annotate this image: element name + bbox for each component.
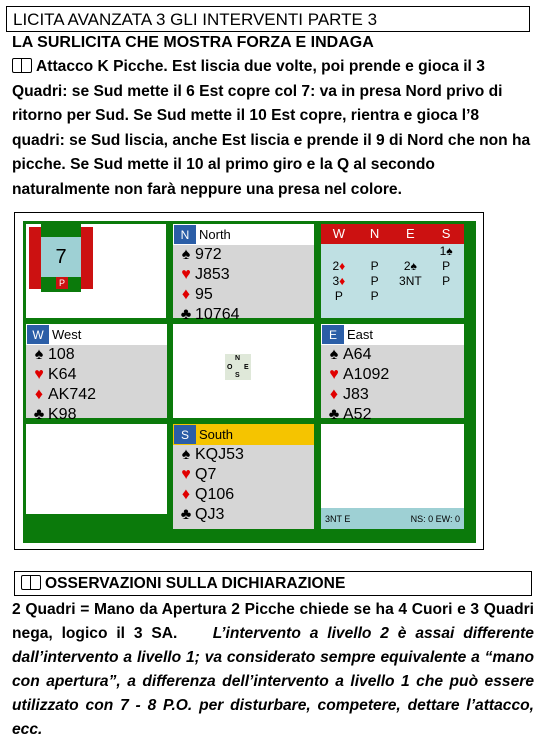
observations-heading-text: OSSERVAZIONI SULLA DICHIARAZIONE bbox=[45, 575, 346, 592]
east-hearts: ♥ A1092 bbox=[321, 365, 464, 385]
dealer-marker: P bbox=[56, 277, 68, 289]
east-spades: ♠ A64 bbox=[321, 345, 464, 365]
bid-call bbox=[393, 289, 429, 304]
north-diamonds: ♦ 95 bbox=[173, 285, 314, 305]
north-seat-badge: N bbox=[174, 225, 196, 244]
section-subtitle: LA SURLICITA CHE MOSTRA FORZA E INDAGA bbox=[12, 34, 374, 51]
diamond-icon: ♦ bbox=[34, 386, 44, 403]
bid-call bbox=[357, 244, 393, 259]
bidding-row bbox=[321, 289, 464, 304]
south-diamonds: ♦ Q106 bbox=[173, 485, 314, 505]
bid-call bbox=[321, 244, 357, 259]
north-name: North bbox=[199, 227, 231, 242]
empty-cell bbox=[26, 424, 167, 514]
bid-call: 3♦ bbox=[332, 274, 346, 288]
bid-call bbox=[428, 289, 464, 304]
north-hearts: ♥ J853 bbox=[173, 265, 314, 285]
bid-header-n: N bbox=[369, 226, 380, 241]
bid-header-s: S bbox=[441, 226, 451, 241]
club-icon: ♣ bbox=[180, 306, 192, 323]
club-icon: ♣ bbox=[33, 406, 45, 423]
west-name: West bbox=[52, 327, 82, 342]
bid-call: P bbox=[370, 289, 379, 303]
diamond-icon: ♦ bbox=[181, 486, 191, 503]
bidding-box bbox=[321, 224, 464, 318]
board-felt bbox=[23, 221, 476, 543]
board-info-cell bbox=[26, 224, 166, 318]
west-spades: ♠ 108 bbox=[26, 345, 167, 365]
observations-italic-text: L’intervento a livello 2 è assai differente dall’intervento a livello 1; va considerato sempre equivalente a “mano con apertura”, a differenza dell’intervento a livello 1 che può essere utilizzato con 7 - 8 P.O. per disturbare, competere, dettare l’attacco, ecc. bbox=[12, 625, 534, 738]
spade-icon: ♠ bbox=[181, 246, 191, 263]
bid-call: 2♦ bbox=[332, 259, 346, 273]
spade-icon: ♠ bbox=[181, 446, 191, 463]
bid-header-e: E bbox=[406, 226, 415, 241]
heart-icon: ♥ bbox=[181, 266, 191, 283]
bidding-row bbox=[321, 274, 464, 289]
bid-call bbox=[393, 244, 429, 259]
heart-icon: ♥ bbox=[181, 466, 191, 483]
score-label: NS: 0 EW: 0 bbox=[410, 513, 460, 524]
south-hand bbox=[173, 424, 314, 529]
club-icon: ♣ bbox=[180, 506, 192, 523]
intro-paragraph bbox=[12, 55, 534, 202]
page-title bbox=[6, 6, 530, 32]
bidding-row bbox=[321, 244, 464, 259]
bid-call: P bbox=[442, 259, 451, 273]
south-clubs: ♣ QJ3 bbox=[173, 505, 314, 525]
north-hand bbox=[173, 224, 314, 323]
west-hearts: ♥ K64 bbox=[26, 365, 167, 385]
bid-call: P bbox=[334, 289, 343, 303]
compass-icon: N O E S bbox=[225, 354, 251, 380]
south-name: South bbox=[199, 427, 233, 442]
bid-call: 3NT bbox=[399, 274, 422, 288]
result-cell bbox=[321, 424, 464, 529]
bidding-rows bbox=[321, 244, 464, 304]
observations-plain-text: 2 Quadri = Mano da Apertura 2 Picche chiede se ha 4 Cuori e 3 Quadri nega, logico il 3 SA. bbox=[12, 601, 534, 642]
bridge-board bbox=[14, 212, 484, 550]
north-header bbox=[173, 224, 314, 245]
page-title-text: LICITA AVANZATA 3 GLI INTERVENTI PARTE 3 bbox=[13, 10, 378, 29]
heart-icon: ♥ bbox=[329, 366, 339, 383]
intro-text: Attacco K Picche. Est liscia due volte, poi prende e gioca il 3 Quadri: se Sud mette il 6 Est copre col 7: va in presa Nord privo di ritorno per Sud. Se Sud mette il 10 Est copre, rientra e gioca l’8 quadri: se Sud liscia, anche Est liscia e prende il 9 di Nord che non ha picche. Se Sud mette il 10 al primo giro e la Q al secondo naturalmente non farà neppure una presa nel colore. bbox=[12, 58, 531, 198]
bid-header-w: W bbox=[332, 226, 346, 241]
bid-call: P bbox=[370, 259, 379, 273]
east-header bbox=[321, 324, 464, 345]
east-clubs: ♣ A52 bbox=[321, 405, 464, 425]
west-clubs: ♣ K98 bbox=[26, 405, 167, 425]
south-header bbox=[173, 424, 314, 445]
south-hearts: ♥ Q7 bbox=[173, 465, 314, 485]
bid-call: 1♠ bbox=[439, 244, 453, 258]
east-seat-badge: E bbox=[322, 325, 344, 344]
observations-paragraph bbox=[12, 598, 534, 742]
south-seat-badge: S bbox=[174, 425, 196, 444]
result-bar bbox=[321, 508, 464, 529]
heart-icon: ♥ bbox=[34, 366, 44, 383]
west-diamonds: ♦ AK742 bbox=[26, 385, 167, 405]
bidding-row bbox=[321, 259, 464, 274]
east-hand bbox=[321, 324, 464, 423]
south-spades: ♠ KQJ53 bbox=[173, 445, 314, 465]
bid-call: P bbox=[442, 274, 451, 288]
book-icon bbox=[12, 58, 32, 72]
club-icon: ♣ bbox=[328, 406, 340, 423]
bid-call: P bbox=[370, 274, 379, 288]
spade-icon: ♠ bbox=[34, 346, 44, 363]
east-diamonds: ♦ J83 bbox=[321, 385, 464, 405]
bidding-header bbox=[321, 224, 464, 244]
west-seat-badge: W bbox=[27, 325, 49, 344]
north-clubs: ♣ 10764 bbox=[173, 305, 314, 325]
west-header bbox=[26, 324, 167, 345]
contract-label: 3NT E bbox=[325, 513, 351, 524]
diamond-icon: ♦ bbox=[329, 386, 339, 403]
east-name: East bbox=[347, 327, 374, 342]
board-number: 7 bbox=[41, 237, 81, 277]
north-spades: ♠ 972 bbox=[173, 245, 314, 265]
west-hand bbox=[26, 324, 167, 423]
observations-heading bbox=[14, 571, 532, 596]
diamond-icon: ♦ bbox=[181, 286, 191, 303]
spade-icon: ♠ bbox=[329, 346, 339, 363]
table-center bbox=[173, 324, 314, 418]
book-icon bbox=[21, 575, 41, 589]
bid-call: 2♠ bbox=[403, 259, 417, 273]
